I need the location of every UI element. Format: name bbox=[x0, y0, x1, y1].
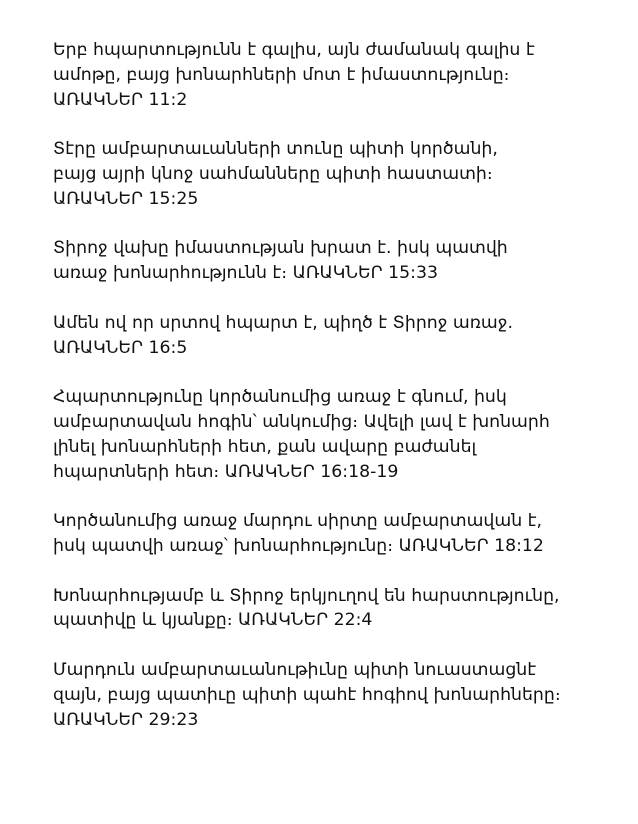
verse-paragraph: Տիրոջ վախը իմաստության խրատ է. իսկ պատվի առաջ խոնարհությունն է։ ԱՌԱԿՆԵՐ 15:33 bbox=[53, 238, 508, 284]
verse-paragraph: Հպարտությունը կործանումից առաջ է գնում, իսկ ամբարտավան հոգին՝ անկումից։ Ավելի լավ է խոնարհ լինել խոնարհների հետ, քան ավարը բաժանել հպարտների հետ։ ԱՌԱԿՆԵՐ 16:18-19 bbox=[53, 387, 550, 482]
verse-paragraph: Ամեն ով որ սրտով հպարտ է, պիղծ է Տիրոջ առաջ. ԱՌԱԿՆԵՐ 16:5 bbox=[53, 312, 513, 358]
verse-paragraph: Երբ հպարտությունն է գալիս, այն ժամանակ գալիս է ամոթը, բայց խոնարհների մոտ է իմաստությունը։ ԱՌԱԿՆԵՐ 11:2 bbox=[53, 40, 535, 110]
verse-paragraph: Կործանումից առաջ մարդու սիրտը ամբարտավան է, իսկ պատվի առաջ՝ խոնարհությունը։ ԱՌԱԿՆԵՐ 18:12 bbox=[53, 511, 544, 556]
document-page bbox=[53, 38, 613, 757]
verse-paragraph: Մարդուն ամբարտաւանութիւնը պիտի նուաստացնէ զայն, բայց պատիւը պիտի պահէ հոգիով խոնարհները։ ԱՌԱԿՆԵՐ 29:23 bbox=[53, 659, 561, 730]
verse-paragraph: Խոնարհությամբ և Տիրոջ երկյուղով են հարստությունը, պատիվը և կյանքը։ ԱՌԱԿՆԵՐ 22:4 bbox=[53, 585, 560, 631]
verse-paragraph: Տէրը ամբարտաւանների տունը պիտի կործանի, բայց այրի կնոջ սահմանները պիտի հաստատի։ ԱՌԱԿՆԵՐ 15:25 bbox=[53, 139, 498, 209]
